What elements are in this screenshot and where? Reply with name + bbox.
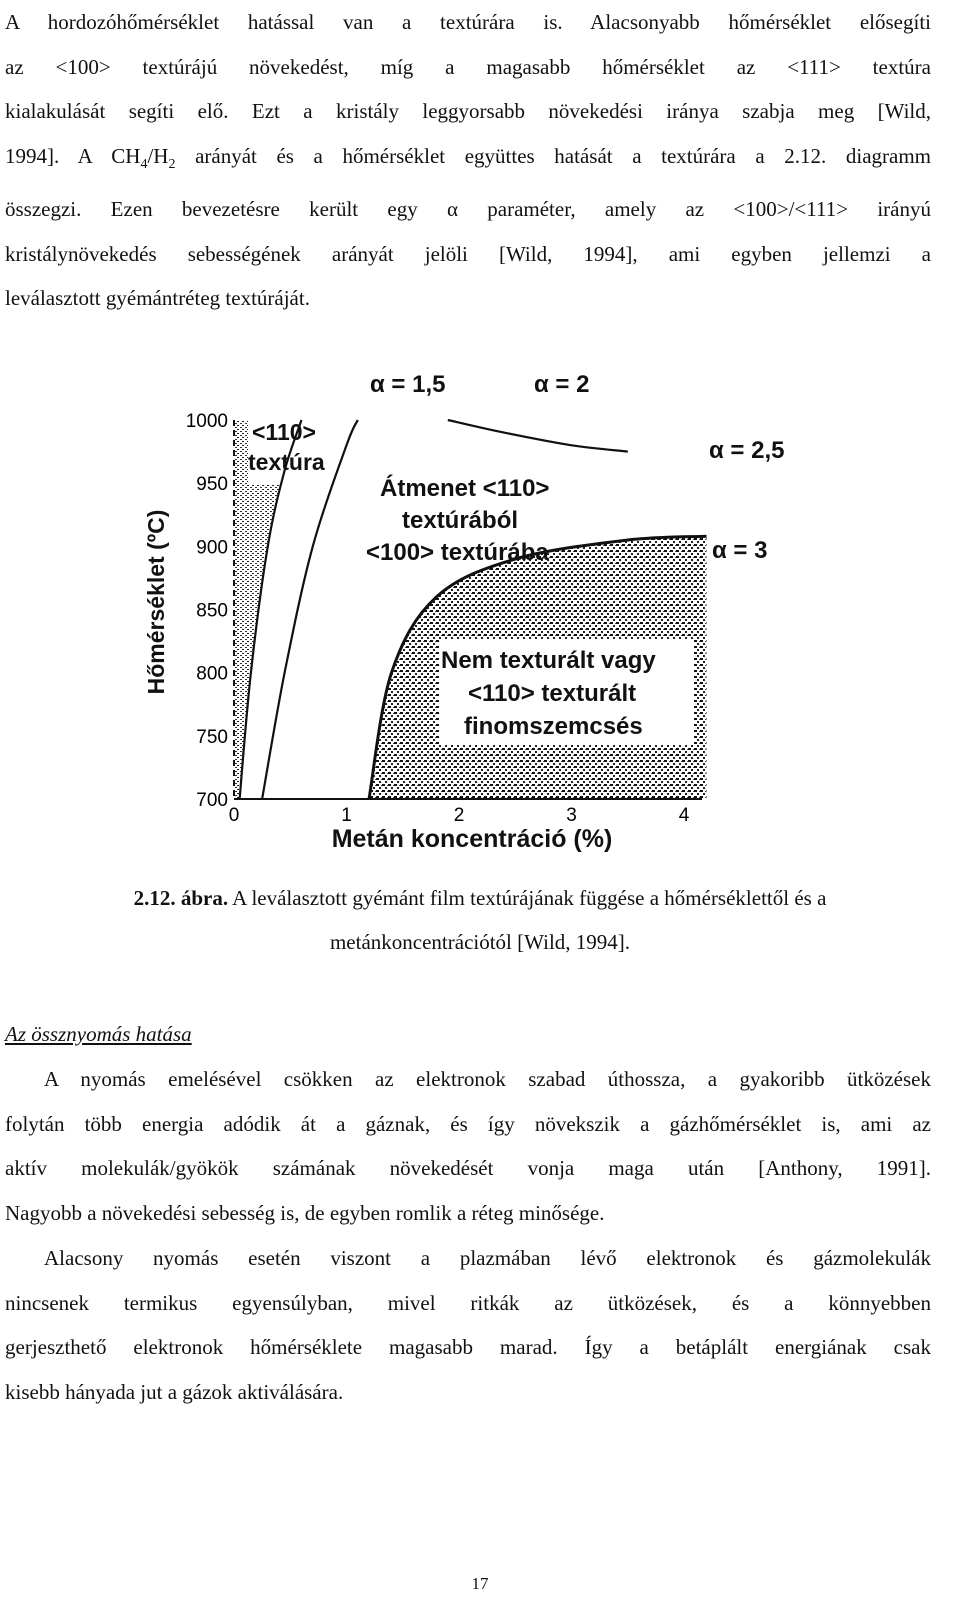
y-tick-label: 800 [196, 663, 228, 685]
region-untextured-label-3: finomszemcsés [464, 713, 643, 740]
texture-diagram [112, 352, 828, 868]
x-tick-label: 1 [341, 805, 352, 826]
alpha-label-3: α = 3 [712, 537, 768, 564]
intro-line: leválasztott gyémántréteg textúráját. [5, 286, 310, 311]
paragraph-line: folytán több energia adódik át a gáznak, és így növekszik a gázhőmérséklet is, ami az [5, 1111, 931, 1136]
page-number: 17 [471, 1574, 489, 1593]
figure-caption [0, 876, 960, 964]
intro-paragraph [5, 0, 931, 321]
caption-line-2: metánkoncentrációtól [Wild, 1994]. [329, 930, 631, 954]
intro-line: az <100> textúrájú növekedést, míg a magasabb hőmérséklet az <111> textúra [5, 54, 931, 79]
region-transition-label-2: textúrából [402, 507, 519, 534]
y-tick-label: 700 [196, 790, 228, 811]
caption-label: 2.12. ábra. [133, 886, 229, 910]
alpha-label-1-5: α = 1,5 [370, 371, 446, 398]
intro-line: összegzi. Ezen bevezetésre került egy α paraméter, amely az <100>/<111> irányú [5, 197, 931, 222]
intro-line-formula: 1994]. A $CH_4/H_2$ arányát és a hőmérséklet együttes hatását a textúrára a 2.12. diagramm [5, 143, 931, 172]
alpha-label-2-5: α = 2,5 [709, 437, 785, 464]
paragraph-line: kisebb hányada jut a gázok aktiválására. [5, 1379, 344, 1404]
y-tick-label: 850 [196, 600, 228, 622]
region-transition-label-1: Átmenet <110> [380, 475, 550, 502]
y-tick-label: 900 [196, 537, 228, 559]
region-110-label-2: textúra [248, 449, 325, 475]
pressure-paragraph-2 [5, 1236, 931, 1414]
y-tick-label: 950 [196, 474, 228, 496]
caption-line-1: 2.12. ábra. A leválasztott gyémánt film textúrájának függése a hőmérséklettől és a [133, 886, 827, 910]
paragraph-line: Nagyobb a növekedési sebesség is, de egyben romlik a réteg minősége. [5, 1200, 605, 1225]
intro-line: A hordozóhőmérséklet hatással van a textúrára is. Alacsonyabb hőmérséklet elősegíti [5, 10, 931, 34]
region-untextured-label-1: Nem texturált vagy [441, 647, 656, 674]
x-axis-title: Metán koncentráció (%) [331, 825, 613, 853]
region-110-label-1: <110> [252, 419, 316, 445]
alpha-label-2: α = 2 [534, 371, 590, 398]
paragraph-line: nincsenek termikus egyensúlyban, mivel ritkák az ütközések, és a könnyebben [5, 1290, 931, 1315]
pressure-paragraph-1 [5, 1057, 931, 1235]
x-tick-label: 0 [228, 805, 240, 826]
alpha-curve-2-5 [448, 420, 628, 452]
y-tick-label: 1000 [185, 411, 228, 432]
region-untextured-label-2: <110> texturált [468, 680, 637, 707]
x-tick-label: 3 [566, 805, 577, 826]
paragraph-line: aktív molekulák/gyökök számának növekedését vonja maga után [Anthony, 1991]. [5, 1156, 931, 1180]
paragraph-line: gerjeszthető elektronok hőmérséklete magasabb marad. Így a betáplált energiának csak [5, 1335, 931, 1359]
x-tick-labels [229, 805, 690, 826]
region-transition-label-3: <100> textúrába [366, 539, 549, 566]
y-tick-label: 750 [196, 726, 228, 748]
y-tick-labels [186, 411, 228, 811]
section-heading: Az össznyomás hatása [5, 1022, 192, 1046]
intro-line: kialakulását segíti elő. Ezt a kristály leggyorsabb növekedési iránya szabja meg [Wild, [5, 99, 931, 123]
intro-line: kristálynövekedés sebességének arányát jelöli [Wild, 1994], ami egyben jellemzi a [5, 241, 931, 266]
y-axis-title: Hőmérséklet (ºC) [143, 509, 169, 695]
paragraph-line: A nyomás emelésével csökken az elektronok szabad úthossza, a gyakoribb ütközések [44, 1067, 931, 1091]
x-tick-label: 2 [453, 805, 465, 826]
paragraph-line: Alacsony nyomás esetén viszont a plazmában lévő elektronok és gázmolekulák [44, 1246, 931, 1270]
x-tick-label: 4 [678, 805, 690, 826]
